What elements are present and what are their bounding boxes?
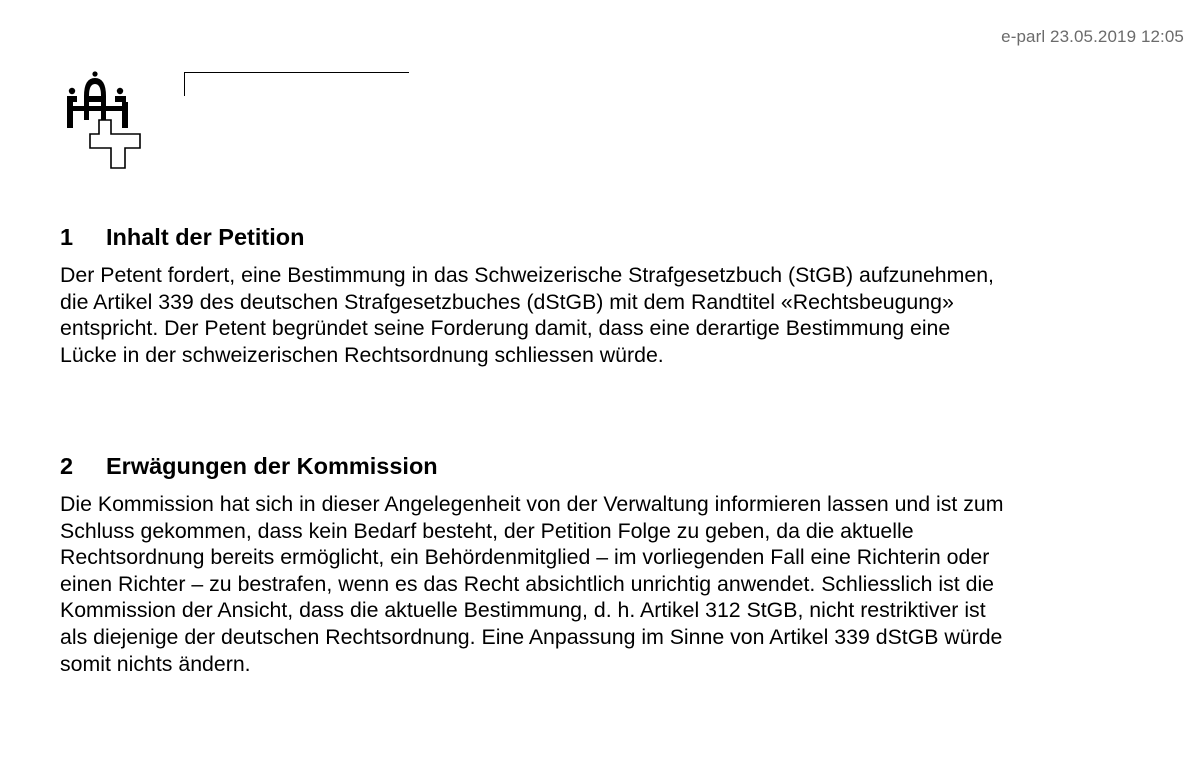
- section-heading: [60, 452, 1160, 480]
- section-number: 1: [60, 224, 74, 250]
- swiss-parliament-logo-icon: [62, 68, 146, 172]
- section-title: Inhalt der Petition: [106, 224, 305, 250]
- section-number: 2: [60, 453, 74, 479]
- address-corner-mark: [184, 72, 409, 96]
- section-heading: [60, 223, 1160, 251]
- section-paragraph: Der Petent fordert, eine Bestimmung in das Schweizerische Strafgesetzbuch (StGB) aufzunehmen, die Artikel 339 des deutschen Strafgesetzbuches (dStGB) mit dem Randtitel «Rechtsbeugung» entspricht. Der Petent begründet seine Forderung damit, dass eine derartige Bestimmung eine Lücke in der schweizerischen Rechtsordnung schliessen würde.: [60, 263, 994, 367]
- section-petition-content: [60, 223, 1160, 368]
- section-commission-considerations: [60, 452, 1160, 677]
- document-timestamp: e-parl 23.05.2019 12:05: [1001, 27, 1184, 46]
- section-paragraph: Die Kommission hat sich in dieser Angelegenheit von der Verwaltung informieren lassen und ist zum Schluss gekommen, dass kein Bedarf besteht, der Petition Folge zu geben, da die aktuelle Rechtsordnung bereits ermöglicht, ein Behördenmitglied – im vorliegenden Fall eine Richterin oder einen Richter – zu bestrafen, wenn es das Recht absichtlich unrichtig anwendet. Schliesslich ist die Kommission der Ansicht, dass die aktuelle Bestimmung, d. h. Artikel 312 StGB, nicht restriktiver ist als diejenige der deutschen Rechtsordnung. Eine Anpassung im Sinne von Artikel 339 dStGB würde somit nichts ändern.: [60, 492, 1004, 676]
- section-title: Erwägungen der Kommission: [106, 453, 438, 479]
